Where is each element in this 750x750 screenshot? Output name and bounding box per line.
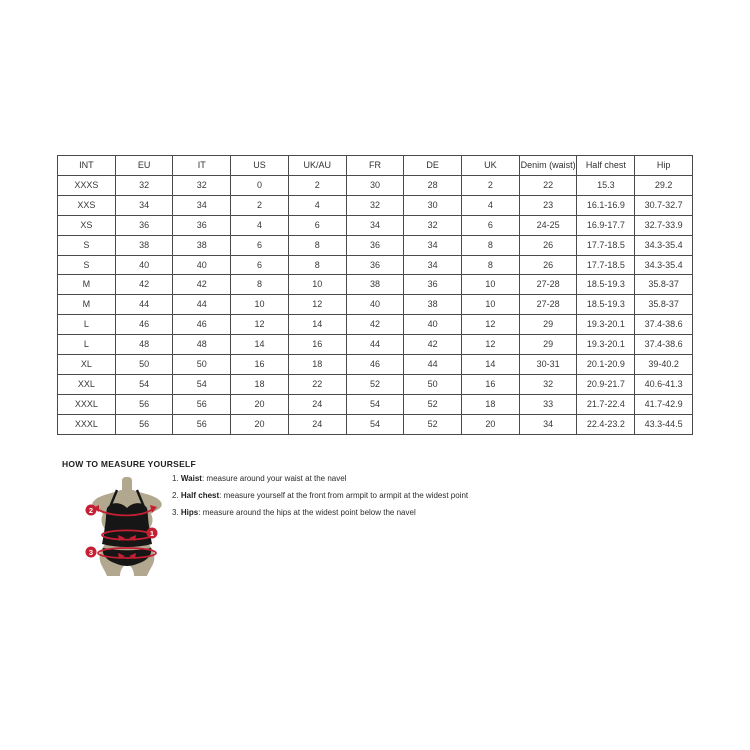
table-cell: 46 <box>346 355 404 375</box>
table-cell: 56 <box>115 414 173 434</box>
table-cell: 18 <box>231 374 289 394</box>
measure-step <box>172 474 468 483</box>
step-label: Hips <box>180 508 199 517</box>
size-table <box>57 155 693 435</box>
table-cell: 32 <box>404 215 462 235</box>
table-row <box>58 335 693 355</box>
measure-step <box>172 508 468 517</box>
table-cell: 38 <box>115 235 173 255</box>
table-cell: 39-40.2 <box>635 355 693 375</box>
table-cell: 42 <box>173 275 231 295</box>
table-cell: 2 <box>288 175 346 195</box>
table-cell: 19.3-20.1 <box>577 315 635 335</box>
table-cell: 36 <box>173 215 231 235</box>
table-cell: 30 <box>404 195 462 215</box>
table-cell: 52 <box>404 394 462 414</box>
table-cell: 8 <box>462 235 520 255</box>
table-cell: 22 <box>288 374 346 394</box>
table-cell: 43.3-44.5 <box>635 414 693 434</box>
table-cell: 21.7-22.4 <box>577 394 635 414</box>
size-cell: L <box>58 315 116 335</box>
table-cell: 44 <box>346 335 404 355</box>
table-cell: 56 <box>173 394 231 414</box>
table-cell: 6 <box>231 255 289 275</box>
table-cell: 36 <box>346 255 404 275</box>
column-header: US <box>231 156 289 176</box>
table-cell: 52 <box>404 414 462 434</box>
column-header: IT <box>173 156 231 176</box>
table-cell: 30 <box>346 175 404 195</box>
table-cell: 17.7-18.5 <box>577 255 635 275</box>
table-cell: 8 <box>462 255 520 275</box>
table-cell: 35.8-37 <box>635 295 693 315</box>
badge-3-number: 3 <box>88 547 94 557</box>
table-cell: 36 <box>346 235 404 255</box>
mannequin-illustration <box>80 476 180 582</box>
table-cell: 24 <box>288 394 346 414</box>
table-row <box>58 374 693 394</box>
size-cell: L <box>58 335 116 355</box>
step-label: Waist <box>180 474 202 483</box>
table-cell: 44 <box>404 355 462 375</box>
table-row <box>58 235 693 255</box>
table-cell: 4 <box>288 195 346 215</box>
column-header: INT <box>58 156 116 176</box>
table-row <box>58 215 693 235</box>
table-cell: 56 <box>173 414 231 434</box>
table-cell: 17.7-18.5 <box>577 235 635 255</box>
size-cell: M <box>58 275 116 295</box>
table-cell: 34 <box>173 195 231 215</box>
table-cell: 24 <box>288 414 346 434</box>
table-cell: 0 <box>231 175 289 195</box>
table-cell: 18.5-19.3 <box>577 295 635 315</box>
table-cell: 34 <box>519 414 577 434</box>
step-number: 2. <box>172 491 181 500</box>
table-cell: 56 <box>115 394 173 414</box>
size-table-header <box>58 156 693 176</box>
table-cell: 40 <box>346 295 404 315</box>
size-cell: S <box>58 255 116 275</box>
step-text: : measure yourself at the front from armpit to armpit at the widest point <box>219 491 469 500</box>
size-cell: XXL <box>58 374 116 394</box>
table-cell: 34 <box>404 255 462 275</box>
table-cell: 8 <box>231 275 289 295</box>
table-cell: 10 <box>231 295 289 315</box>
step-text: : measure around the hips at the widest point below the navel <box>198 508 416 517</box>
table-cell: 44 <box>173 295 231 315</box>
table-cell: 12 <box>231 315 289 335</box>
table-cell: 44 <box>115 295 173 315</box>
size-cell: S <box>58 235 116 255</box>
table-cell: 37.4-38.6 <box>635 335 693 355</box>
table-cell: 12 <box>462 315 520 335</box>
size-cell: XXXL <box>58 394 116 414</box>
table-cell: 46 <box>115 315 173 335</box>
table-cell: 29.2 <box>635 175 693 195</box>
table-cell: 37.4-38.6 <box>635 315 693 335</box>
table-cell: 34.3-35.4 <box>635 235 693 255</box>
table-cell: 20 <box>231 414 289 434</box>
table-cell: 27-28 <box>519 275 577 295</box>
measurement-figure <box>80 476 180 582</box>
table-cell: 54 <box>346 414 404 434</box>
table-cell: 18.5-19.3 <box>577 275 635 295</box>
table-cell: 34.3-35.4 <box>635 255 693 275</box>
column-header: UK/AU <box>288 156 346 176</box>
table-cell: 16 <box>462 374 520 394</box>
table-cell: 34 <box>404 235 462 255</box>
table-cell: 35.8-37 <box>635 275 693 295</box>
table-cell: 29 <box>519 315 577 335</box>
column-header: DE <box>404 156 462 176</box>
table-cell: 34 <box>115 195 173 215</box>
table-row <box>58 195 693 215</box>
table-cell: 40 <box>115 255 173 275</box>
table-cell: 50 <box>115 355 173 375</box>
table-cell: 42 <box>404 335 462 355</box>
table-cell: 46 <box>173 315 231 335</box>
table-cell: 40 <box>404 315 462 335</box>
table-row <box>58 175 693 195</box>
table-cell: 10 <box>462 275 520 295</box>
table-cell: 16.9-17.7 <box>577 215 635 235</box>
table-cell: 12 <box>462 335 520 355</box>
table-cell: 19.3-20.1 <box>577 335 635 355</box>
table-cell: 14 <box>231 335 289 355</box>
step-text: : measure around your waist at the navel <box>201 474 347 483</box>
table-cell: 4 <box>231 215 289 235</box>
measure-title: HOW TO MEASURE YOURSELF <box>62 459 196 469</box>
table-cell: 32 <box>346 195 404 215</box>
table-cell: 27-28 <box>519 295 577 315</box>
measure-step <box>172 491 468 500</box>
size-cell: XXS <box>58 195 116 215</box>
table-cell: 38 <box>404 295 462 315</box>
table-cell: 33 <box>519 394 577 414</box>
table-cell: 2 <box>462 175 520 195</box>
table-cell: 42 <box>115 275 173 295</box>
table-cell: 54 <box>173 374 231 394</box>
table-cell: 38 <box>346 275 404 295</box>
size-table-body <box>58 175 693 434</box>
table-cell: 10 <box>462 295 520 315</box>
table-row <box>58 295 693 315</box>
table-cell: 6 <box>288 215 346 235</box>
table-cell: 15.3 <box>577 175 635 195</box>
table-cell: 8 <box>288 235 346 255</box>
table-cell: 10 <box>288 275 346 295</box>
table-cell: 52 <box>346 374 404 394</box>
column-header: UK <box>462 156 520 176</box>
table-cell: 26 <box>519 235 577 255</box>
table-cell: 24-25 <box>519 215 577 235</box>
table-cell: 54 <box>115 374 173 394</box>
table-cell: 38 <box>173 235 231 255</box>
table-cell: 16.1-16.9 <box>577 195 635 215</box>
table-row <box>58 355 693 375</box>
table-cell: 34 <box>346 215 404 235</box>
table-row <box>58 394 693 414</box>
column-header: EU <box>115 156 173 176</box>
table-cell: 42 <box>346 315 404 335</box>
table-cell: 36 <box>404 275 462 295</box>
size-cell: XXXL <box>58 414 116 434</box>
table-cell: 8 <box>288 255 346 275</box>
table-row <box>58 275 693 295</box>
table-cell: 14 <box>462 355 520 375</box>
table-row <box>58 414 693 434</box>
table-cell: 20.9-21.7 <box>577 374 635 394</box>
table-cell: 50 <box>173 355 231 375</box>
table-cell: 4 <box>462 195 520 215</box>
table-cell: 20.1-20.9 <box>577 355 635 375</box>
size-cell: M <box>58 295 116 315</box>
table-cell: 32 <box>173 175 231 195</box>
table-cell: 16 <box>231 355 289 375</box>
header-row <box>58 156 693 176</box>
column-header: Hip <box>635 156 693 176</box>
table-cell: 40 <box>173 255 231 275</box>
table-cell: 32 <box>519 374 577 394</box>
table-cell: 48 <box>115 335 173 355</box>
table-cell: 48 <box>173 335 231 355</box>
table-row <box>58 255 693 275</box>
table-cell: 28 <box>404 175 462 195</box>
badge-1-number: 1 <box>149 528 155 538</box>
badge-2-number: 2 <box>88 505 94 515</box>
table-cell: 23 <box>519 195 577 215</box>
table-cell: 50 <box>404 374 462 394</box>
table-cell: 40.6-41.3 <box>635 374 693 394</box>
table-cell: 20 <box>231 394 289 414</box>
size-cell: XXXS <box>58 175 116 195</box>
table-cell: 36 <box>115 215 173 235</box>
table-cell: 32.7-33.9 <box>635 215 693 235</box>
column-header: FR <box>346 156 404 176</box>
mannequin-neck <box>122 477 132 492</box>
table-cell: 12 <box>288 295 346 315</box>
column-header: Denim (waist) <box>519 156 577 176</box>
table-cell: 2 <box>231 195 289 215</box>
table-cell: 30-31 <box>519 355 577 375</box>
table-cell: 20 <box>462 414 520 434</box>
measure-steps <box>172 474 468 525</box>
table-cell: 41.7-42.9 <box>635 394 693 414</box>
table-cell: 22 <box>519 175 577 195</box>
table-cell: 30.7-32.7 <box>635 195 693 215</box>
size-cell: XL <box>58 355 116 375</box>
table-cell: 22.4-23.2 <box>577 414 635 434</box>
table-cell: 29 <box>519 335 577 355</box>
table-cell: 14 <box>288 315 346 335</box>
table-cell: 32 <box>115 175 173 195</box>
size-cell: XS <box>58 215 116 235</box>
table-cell: 18 <box>288 355 346 375</box>
step-number: 3. <box>172 508 181 517</box>
table-row <box>58 315 693 335</box>
step-label: Half chest <box>180 491 220 500</box>
step-number: 1. <box>172 474 181 483</box>
table-cell: 6 <box>462 215 520 235</box>
column-header: Half chest <box>577 156 635 176</box>
table-cell: 6 <box>231 235 289 255</box>
table-cell: 54 <box>346 394 404 414</box>
table-cell: 18 <box>462 394 520 414</box>
table-cell: 26 <box>519 255 577 275</box>
table-cell: 16 <box>288 335 346 355</box>
